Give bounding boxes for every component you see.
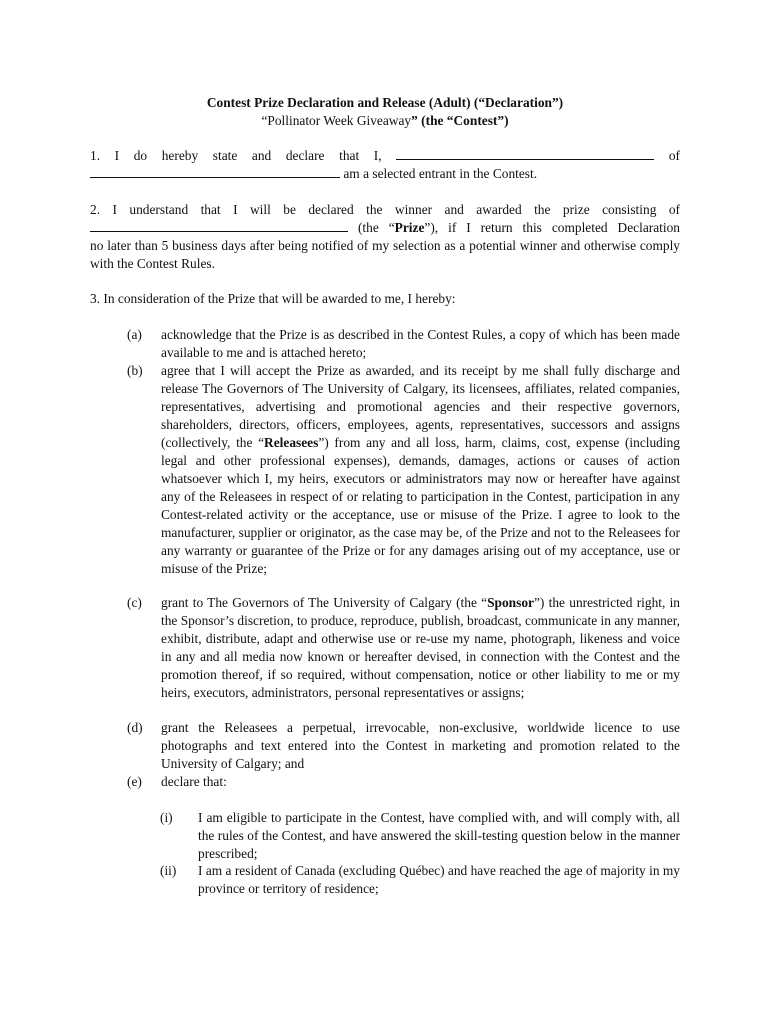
item-e-text: declare that: bbox=[161, 774, 227, 789]
item-b-text-post: ”) from any and all loss, harm, claims, cost, expense (including legal and other professional expenses), demands, damages, actions or causes of action whatsoever which I, my heirs, executors or administrators may now or hereafter have against any of the Releasees in respect of or relating to participation in the Contest, participation in any Contest-related activity or the acceptance, use or misuse of the Prize. I agree to look to the manufacturer, supplier or originator, as the case may be, of the Prize and not to the Releasees for any warranty or guarantee of the Prize or for any damages arising out of my acceptance, use or misuse of the Prize; bbox=[161, 435, 680, 576]
title-line-1: Contest Prize Declaration and Release (Adult) (“Declaration”) bbox=[206, 95, 564, 110]
releasees-term: Releasees bbox=[264, 435, 319, 450]
sub-item-i-text: I am eligible to participate in the Contest, have complied with, and will comply with, all the rules of the Contest, and have answered the skill-testing question below in the manner prescribed; bbox=[198, 810, 680, 861]
item-d-text: grant the Releasees a perpetual, irrevocable, non-exclusive, worldwide licence to use photographs and text entered into the Contest in marketing and promotion related to the University of Calgary; and bbox=[161, 720, 680, 771]
paragraph-2 bbox=[90, 201, 680, 273]
item-b-text-pre: agree that I will accept the Prize as awarded, and its receipt by me shall fully discharge and release The Governors of The University of Calgary, its licensees, affiliates, related companies, representatives, advertising and promotional agencies and their respective governors, shareholders, directors, officers, employees, agents, representatives, successors and assigns (collectively, the “ bbox=[161, 363, 680, 450]
item-c-label: (c) bbox=[127, 595, 142, 610]
item-b-label: (b) bbox=[127, 363, 143, 378]
paragraph-1-text-c: am a selected entrant in the Contest. bbox=[343, 166, 538, 181]
prize-term: Prize bbox=[394, 220, 425, 235]
sub-item-ii-text: I am a resident of Canada (excluding Québec) and have reached the age of majority in my province or territory of residence; bbox=[198, 863, 680, 896]
entrant-location-field[interactable] bbox=[90, 165, 340, 178]
title-contest-name: “Pollinator Week Giveaway bbox=[261, 113, 412, 128]
paragraph-2-text-a: I understand that I will be declared the winner and awarded the prize consisting of bbox=[112, 202, 680, 217]
item-c-text bbox=[161, 594, 680, 702]
sponsor-term: Sponsor bbox=[487, 595, 534, 610]
title-line-2 bbox=[90, 112, 680, 130]
item-e-label: (e) bbox=[127, 774, 142, 789]
item-a-text: acknowledge that the Prize is as described in the Contest Rules, a copy of which has been made available to me and is attached hereto; bbox=[161, 327, 680, 360]
paragraph-2-text-b-post: ”), if I return this completed Declaration bbox=[424, 220, 681, 235]
prize-description-field[interactable] bbox=[90, 219, 348, 232]
sub-item-i-label: (i) bbox=[160, 810, 173, 825]
document-title bbox=[90, 94, 680, 130]
paragraph-1-text-b: of bbox=[668, 148, 680, 163]
paragraph-1-text-a: I do hereby state and declare that I, bbox=[114, 148, 382, 163]
paragraph-1-number: 1. bbox=[90, 148, 101, 163]
title-contest-suffix: ” (the “Contest”) bbox=[411, 113, 509, 128]
paragraph-2-text-b-pre: (the “ bbox=[357, 220, 395, 235]
paragraph-1 bbox=[90, 147, 680, 183]
item-b-text bbox=[161, 362, 680, 578]
item-d-label: (d) bbox=[127, 720, 143, 735]
paragraph-3-intro: 3. In consideration of the Prize that will be awarded to me, I hereby: bbox=[90, 291, 456, 306]
entrant-name-field[interactable] bbox=[396, 147, 654, 160]
item-c-text-post: ”) the unrestricted right, in the Sponsor’s discretion, to produce, reproduce, publish, broadcast, communicate in any manner, exhibit, distribute, adapt and otherwise use or re-use my name, photograph, likeness and voice in any and all media now known or hereafter devised, in connection with the Contest and the promotion thereof, if so required, without compensation, notice or other liability to me or my heirs, executors, administrators, personal representatives or assigns; bbox=[161, 595, 680, 700]
paragraph-2-text-c: no later than 5 business days after being notified of my selection as a potential winner and otherwise comply with the Contest Rules. bbox=[90, 238, 680, 271]
paragraph-2-number: 2. bbox=[90, 202, 101, 217]
item-a-label: (a) bbox=[127, 327, 142, 342]
sub-item-ii-label: (ii) bbox=[160, 863, 177, 878]
item-c-text-pre: grant to The Governors of The University of Calgary (the “ bbox=[161, 595, 488, 610]
